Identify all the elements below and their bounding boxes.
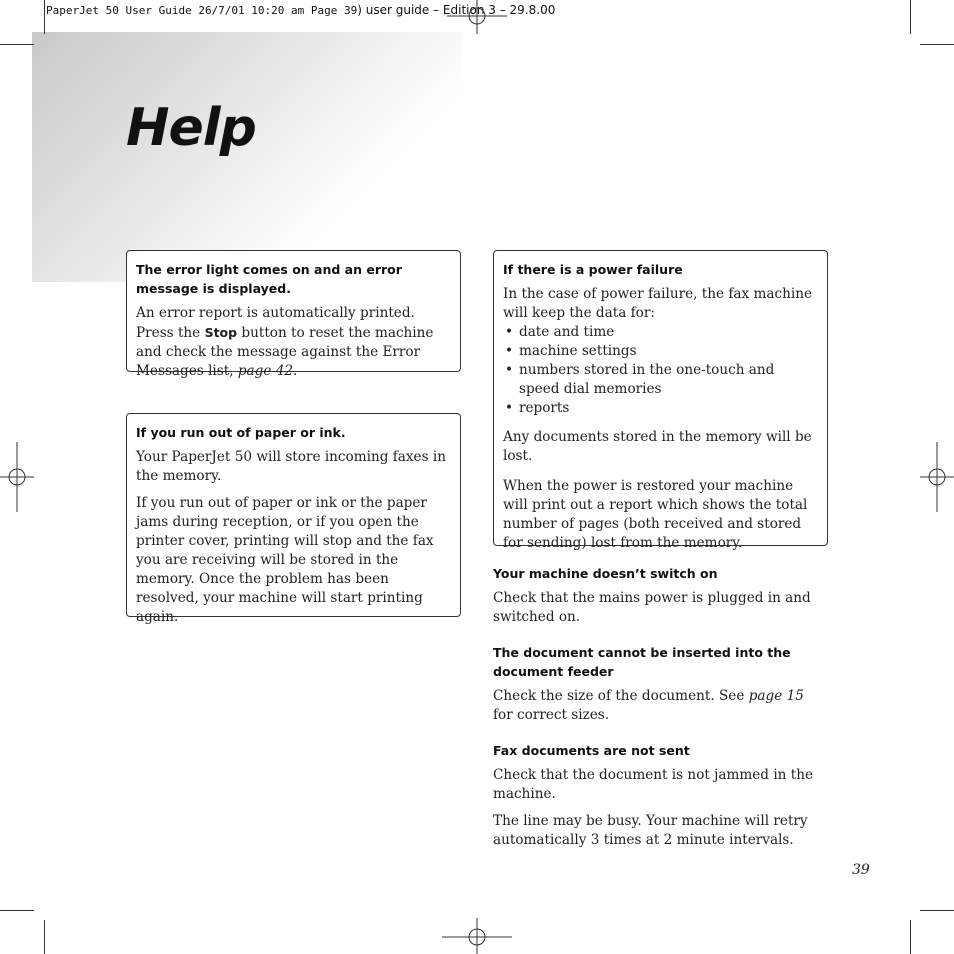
error-light-text-pre: An error report is automatically printed. Press the	[136, 305, 415, 341]
page-number: 39	[852, 862, 870, 878]
list-item: • machine settings	[503, 342, 818, 361]
power-failure-box	[493, 250, 828, 551]
page-reference: page 15	[748, 688, 804, 704]
doc-feeder-text	[493, 687, 823, 725]
not-sent-section	[493, 741, 823, 850]
page-title: Help	[126, 98, 256, 158]
power-failure-list	[503, 323, 818, 418]
switch-on-heading: Your machine doesn’t switch on	[493, 566, 718, 581]
error-light-end: .	[293, 363, 298, 379]
right-column-sections	[493, 564, 823, 858]
error-light-box	[126, 250, 461, 379]
doc-feeder-section	[493, 643, 823, 725]
power-failure-heading: If there is a power failure	[503, 262, 683, 277]
stop-button-label: Stop	[204, 325, 238, 340]
not-sent-heading: Fax documents are not sent	[493, 743, 690, 758]
switch-on-section	[493, 564, 823, 627]
list-item: • date and time	[503, 323, 818, 342]
error-light-text	[136, 304, 451, 381]
doc-feeder-text-pre: Check the size of the document. See	[493, 688, 745, 704]
page-reference: page 42	[237, 363, 294, 379]
list-item: • numbers stored in the one-touch and speed dial memories	[503, 361, 818, 399]
switch-on-text: Check that the mains power is plugged in and switched on.	[493, 590, 811, 625]
not-sent-p2: The line may be busy. Your machine will retry automatically 3 times at 2 minute intervals.	[493, 813, 808, 848]
not-sent-p1: Check that the document is not jammed in the machine.	[493, 767, 814, 802]
doc-feeder-heading: The document cannot be inserted into the document feeder	[493, 645, 791, 679]
power-failure-p2: Any documents stored in the memory will be lost.	[503, 429, 812, 464]
slug-right: ) user guide – Edition 3 – 29.8.00	[357, 3, 556, 17]
list-item: • reports	[503, 399, 818, 418]
power-failure-p3: When the power is restored your machine will print out a report which shows the total number of pages (both received and stored for sending) lost from the memory.	[503, 478, 808, 551]
error-light-heading: The error light comes on and an error message is displayed.	[136, 262, 402, 296]
doc-feeder-text-post: for correct sizes.	[493, 707, 610, 723]
error-light-text-post: button to reset the machine and check the message against the Error Messages list,	[136, 325, 434, 379]
print-slug	[46, 3, 555, 17]
power-failure-intro: In the case of power failure, the fax machine will keep the data for:	[503, 286, 812, 321]
paper-ink-box	[126, 413, 461, 625]
paper-ink-heading: If you run out of paper or ink.	[136, 425, 346, 440]
paper-ink-p2: If you run out of paper or ink or the paper jams during reception, or if you open the printer cover, printing will stop and the fax you are receiving will be stored in the memory. Once the problem has been resolved, your machine will start printing again.	[136, 495, 434, 625]
slug-left: PaperJet 50 User Guide 26/7/01 10:20 am Page 39	[46, 4, 358, 17]
paper-ink-p1: Your PaperJet 50 will store incoming faxes in the memory.	[136, 449, 446, 484]
